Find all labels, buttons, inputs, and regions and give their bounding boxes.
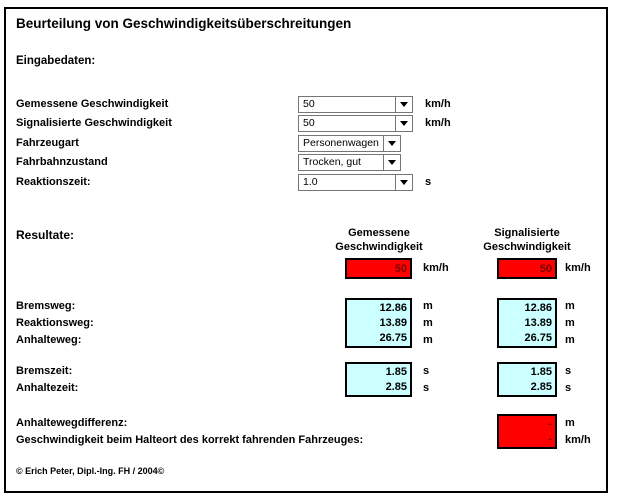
result-value: 1.85 — [530, 365, 552, 378]
result-value: 26.75 — [524, 332, 552, 345]
distance-results-box-signalisierte — [497, 298, 557, 348]
distance-results-box-gemessene — [345, 298, 412, 348]
unit-label: s — [425, 176, 432, 188]
result-value: - — [548, 417, 552, 430]
combobox-value: Personenwagen — [303, 137, 379, 149]
unit-label: km/h — [565, 434, 591, 447]
result-value: 2.85 — [530, 381, 552, 394]
combobox-value: 50 — [303, 117, 315, 129]
input-label-reaktionszeit: Reaktionszeit: — [16, 176, 91, 188]
caret-down-icon — [400, 102, 408, 107]
column-header-line2: Geschwindigkeit — [335, 240, 423, 253]
result-value: - — [548, 433, 552, 446]
combobox-value: Trocken, gut — [303, 156, 361, 168]
combobox-fahrzeugart[interactable] — [298, 135, 401, 152]
results-heading: Resultate: — [16, 228, 75, 242]
speed-cell-gemessene — [345, 258, 412, 279]
distance-row-labels — [16, 298, 94, 348]
dropdown-arrow-icon[interactable] — [395, 175, 412, 190]
distance-units-gemessene — [423, 298, 433, 348]
dropdown-arrow-icon[interactable] — [383, 155, 400, 170]
time-results-box-signalisierte — [497, 362, 557, 397]
unit-label: km/h — [565, 262, 591, 274]
result-row-label: Anhaltezeit: — [16, 382, 79, 395]
caret-down-icon — [388, 160, 396, 165]
difference-units — [565, 414, 591, 449]
input-label-fahrzeugart: Fahrzeugart — [16, 137, 79, 149]
unit-label: m — [423, 333, 433, 346]
caret-down-icon — [400, 121, 408, 126]
result-value: 12.86 — [379, 301, 407, 314]
column-header-line2: Geschwindigkeit — [483, 240, 571, 253]
dropdown-arrow-icon[interactable] — [383, 136, 400, 151]
combobox-signalisierte-geschwindigkeit[interactable] — [298, 115, 413, 132]
unit-label: s — [423, 364, 430, 377]
unit-label: m — [423, 316, 433, 329]
combobox-gemessene-geschwindigkeit[interactable] — [298, 96, 413, 113]
result-row-label: Bremszeit: — [16, 364, 73, 377]
unit-label: s — [423, 382, 430, 395]
speed-cell-signalisierte — [497, 258, 557, 279]
result-row-label: Reaktionsweg: — [16, 316, 94, 329]
result-row-label: Anhalteweg: — [16, 333, 82, 346]
input-label-signalisierte-geschwindigkeit: Signalisierte Geschwindigkeit — [16, 117, 172, 129]
caret-down-icon — [400, 180, 408, 185]
caret-down-icon — [388, 141, 396, 146]
time-units-signalisierte — [565, 362, 571, 397]
unit-label: m — [423, 300, 433, 313]
inputs-heading: Eingabedaten: — [16, 55, 96, 67]
copyright-text: © Erich Peter, Dipl.-Ing. FH / 2004© — [16, 466, 165, 476]
result-row-label: Bremsweg: — [16, 300, 76, 313]
unit-label: km/h — [425, 98, 451, 110]
result-value: 26.75 — [379, 332, 407, 345]
result-value: 13.89 — [379, 316, 407, 329]
result-value: 1.85 — [385, 365, 407, 378]
page-title: Beurteilung von Geschwindigkeitsüberschreitungen — [16, 16, 352, 31]
combobox-value: 1.0 — [303, 176, 318, 188]
combobox-value: 50 — [303, 98, 315, 110]
input-label-fahrbahnzustand: Fahrbahnzustand — [16, 156, 108, 168]
result-row-label: Geschwindigkeit beim Halteort des korrekt fahrenden Fahrzeuges: — [16, 434, 364, 447]
time-results-box-gemessene — [345, 362, 412, 397]
speed-value: 50 — [394, 262, 407, 275]
result-column-header-gemessene — [329, 227, 429, 254]
combobox-fahrbahnzustand[interactable] — [298, 154, 401, 171]
unit-label: m — [565, 316, 575, 329]
result-row-label: Anhaltewegdifferenz: — [16, 416, 128, 429]
combobox-reaktionszeit[interactable] — [298, 174, 413, 191]
distance-units-signalisierte — [565, 298, 575, 348]
unit-label: s — [565, 382, 572, 395]
dropdown-arrow-icon[interactable] — [395, 116, 412, 131]
result-value: 2.85 — [385, 381, 407, 394]
column-header-line1: Gemessene — [348, 227, 410, 239]
column-header-line1: Signalisierte — [494, 227, 560, 239]
unit-label: m — [565, 300, 575, 313]
unit-label: km/h — [423, 262, 449, 274]
unit-label: m — [565, 416, 575, 429]
result-value: 13.89 — [524, 316, 552, 329]
unit-label: m — [565, 333, 575, 346]
unit-label: s — [565, 364, 572, 377]
unit-label: km/h — [425, 117, 451, 129]
difference-results-box — [497, 414, 557, 449]
speed-value: 50 — [539, 262, 552, 275]
result-value: 12.86 — [524, 301, 552, 314]
time-units-gemessene — [423, 362, 429, 397]
difference-row-labels — [16, 414, 363, 449]
time-row-labels — [16, 362, 78, 397]
input-label-gemessene-geschwindigkeit: Gemessene Geschwindigkeit — [16, 98, 169, 110]
dropdown-arrow-icon[interactable] — [395, 97, 412, 112]
result-column-header-signalisierte — [477, 227, 577, 254]
